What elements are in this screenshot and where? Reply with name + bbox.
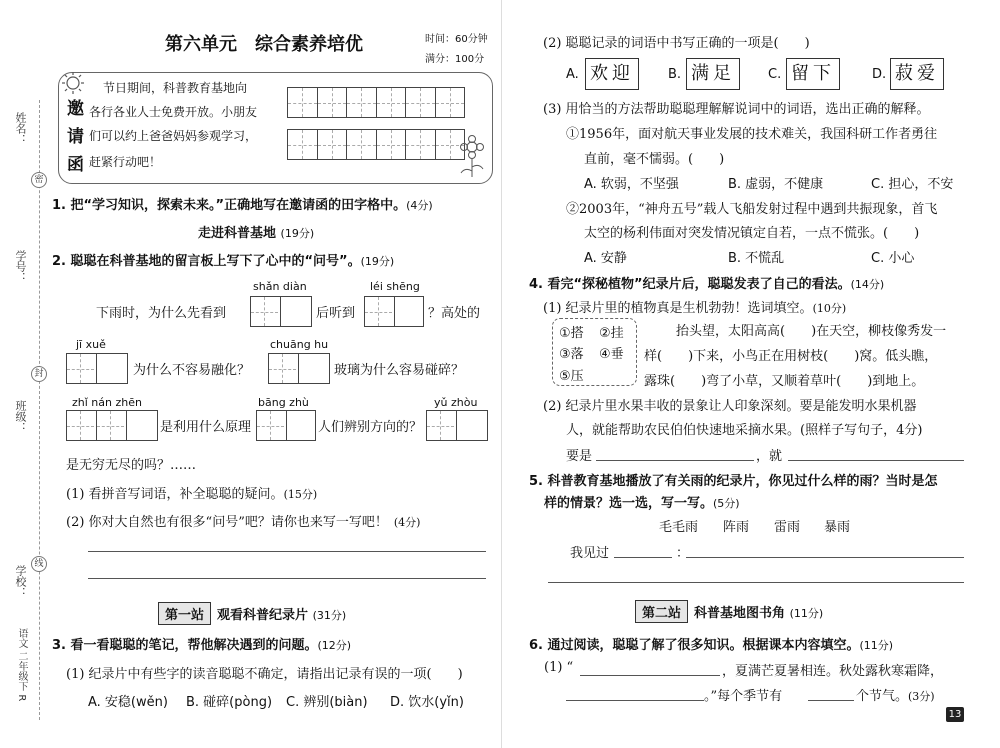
pinyin-box-shandian[interactable] [250, 296, 312, 327]
binding-gutter [0, 0, 48, 748]
station2-heading: 第二站 科普基地图书角 (11分) [635, 600, 823, 620]
pinyin-jixue: jī xuě [76, 338, 106, 351]
q6-blank-2[interactable] [566, 700, 704, 701]
q3-p2-b: 太空的杨利伟面对突发情况镇定自若，一点不慌张。( ) [584, 226, 920, 241]
q4-pattern-b: ，就 [756, 449, 783, 464]
q3-sub3: (3) 用恰当的方法帮助聪聪理解解说词中的词语，选出正确的解释。 [543, 102, 930, 117]
q2-line3-a: 是利用什么原理 [160, 420, 252, 435]
seal-char-1: 密 [31, 172, 47, 188]
station1-heading: 第一站 观看科普纪录片 (31分) [158, 602, 346, 622]
word-3: ③落 [559, 347, 584, 362]
q2-answer-line-2[interactable] [88, 578, 486, 579]
q3-p2-opt-c[interactable]: C. 小心 [871, 251, 915, 266]
invitation-card [58, 72, 493, 184]
q5-colon: ： [676, 546, 690, 561]
name-label: 姓名： [14, 112, 27, 145]
q4-l2: 样( )下来，小鸟正在用树枝( )窝。低头瞧， [644, 349, 938, 364]
q6-blank-1[interactable] [580, 675, 720, 676]
q3-p2-opt-b[interactable]: B. 不慌乱 [728, 251, 785, 266]
q2-line1-c: ？高处的 [428, 306, 481, 321]
q2-line3-b: 人们辨别方向的？ [318, 420, 423, 435]
q6-text: 6. 通过阅读，聪聪了解了很多知识。根据课本内容填空。(11分) [529, 638, 894, 653]
q4-text: 4. 看完“探秘植物”纪录片后，聪聪发表了自己的看法。(14分) [529, 277, 885, 292]
q3-opt2-d-label: D. [872, 67, 887, 82]
rain-2: 阵雨 [723, 520, 750, 535]
pinyin-box-yuzhou[interactable] [426, 410, 488, 441]
q4-pattern-blank-2[interactable] [788, 460, 964, 461]
section-intro-title: 走进科普基地 (19分) [198, 226, 315, 241]
q4-l3: 露珠( )弯了小草，又顺着草叶( )到地上。 [644, 374, 925, 389]
q3-p2-opt-a[interactable]: A. 安静 [584, 251, 627, 266]
pinyin-yuzhou: yǔ zhòu [434, 396, 478, 409]
q3-option-d[interactable]: D. 饮水(yǐn) [390, 695, 464, 710]
pinyin-box-chuanghu[interactable] [268, 353, 330, 384]
seal-line [39, 100, 40, 720]
pinyin-box-zhinanzhen[interactable] [66, 410, 158, 441]
q3-opt2-a-label: A. [566, 67, 579, 82]
page-divider [501, 0, 502, 748]
q4-sub2-b: 人，就能帮助农民伯伯快速地采摘水果。(照样子写句子，4分) [566, 423, 923, 438]
q1-text: 1. 把“学习知识，探索未来。”正确地写在邀请函的田字格中。(4分) [52, 198, 433, 213]
q2-line4: 是无穷无尽的吗？…… [66, 458, 197, 473]
q4-l1: 抬头望，太阳高高( )在天空，柳枝像秀发一 [676, 324, 947, 339]
q6-blank-3[interactable] [808, 700, 854, 701]
class-label: 班级： [14, 400, 27, 433]
q3-opt2-c-word[interactable]: 留下 [786, 58, 840, 90]
pinyin-leisheng: léi shēng [370, 280, 420, 293]
q3-option-b[interactable]: B. 碰碎(pòng) [186, 695, 273, 710]
q6-l2-a: 。”每个季节有 [704, 689, 783, 704]
pinyin-chuanghu: chuāng hu [270, 338, 329, 351]
rain-4: 暴雨 [824, 520, 851, 535]
page-number: 13 [946, 707, 964, 722]
sun-icon [61, 71, 85, 95]
q2-line1-b: 后听到 [316, 306, 356, 321]
q3-opt2-d-word[interactable]: 菽爱 [890, 58, 944, 90]
q3-opt2-c-label: C. [768, 67, 782, 82]
pinyin-zhinanzhen: zhǐ nán zhēn [72, 396, 142, 409]
q3-sub2: (2) 聪聪记录的词语中书写正确的一项是( ) [543, 36, 810, 51]
tian-grid-row-2[interactable] [287, 129, 465, 160]
q5-answer-line-2[interactable] [548, 582, 964, 583]
q2-text: 2. 聪聪在科普基地的留言板上写下了心中的“问号”。(19分) [52, 254, 395, 269]
q3-option-a[interactable]: A. 安稳(wěn) [88, 695, 168, 710]
q3-sub1: (1) 纪录片中有些字的读音聪聪不确定，请指出记录有误的一项( ) [66, 667, 463, 682]
pinyin-bangzhu: bāng zhù [258, 396, 309, 409]
seal-char-2: 封 [31, 366, 47, 382]
q2-line2-b: 玻璃为什么容易碰碎？ [334, 363, 465, 378]
word-bank [552, 318, 637, 386]
q3-p1-opt-c[interactable]: C. 担心，不安 [871, 177, 954, 192]
invitation-line-3: 们可以约上爸爸妈妈参观学习， [89, 129, 258, 143]
q5-answer-line-1[interactable] [686, 557, 964, 558]
invitation-line-1: 节日期间，科普教育基地向 [103, 81, 248, 95]
q2-line1-a: 下雨时，为什么先看到 [96, 306, 227, 321]
q5-prompt: 我见过 [570, 546, 610, 561]
q3-opt2-b-label: B. [668, 67, 682, 82]
q3-text: 3. 看一看聪聪的笔记，帮他解决遇到的问题。(12分) [52, 638, 352, 653]
invitation-line-2: 各行各业人士免费开放。小朋友 [89, 105, 258, 119]
invitation-label: 邀请函 [67, 99, 84, 175]
tian-grid-row-1[interactable] [287, 87, 465, 118]
rain-3: 雷雨 [774, 520, 801, 535]
word-1: ①搭 [559, 326, 584, 341]
q4-sub2-a: (2) 纪录片里水果丰收的景象让人印象深刻。要是能发明水果机器 [543, 399, 917, 414]
q5-rain-blank[interactable] [614, 557, 672, 558]
pinyin-shandian: shǎn diàn [253, 280, 307, 293]
q3-p1-a: ①1956年，面对航天事业发展的技术难关，我国科研工作者勇往 [566, 127, 938, 142]
rain-1: 毛毛雨 [659, 520, 699, 535]
q2-sub2: (2) 你对大自然也有很多“问号”吧？请你也来写一写吧！ (4分) [66, 515, 421, 530]
q3-p2-a: ②2003年，“神舟五号”载人飞船发射过程中遇到共振现象，首飞 [566, 202, 938, 217]
id-label: 学号： [14, 250, 27, 283]
q2-line2-a: 为什么不容易融化？ [133, 363, 251, 378]
flower-icon [457, 135, 487, 179]
pinyin-box-bangzhu[interactable] [256, 410, 316, 441]
time-limit: 时间：60分钟 [425, 34, 488, 45]
brand-label: 语文 二年级下 R [16, 628, 27, 702]
q2-sub1: (1) 看拼音写词语，补全聪聪的疑问。(15分) [66, 487, 318, 502]
invitation-line-4: 赶紧行动吧！ [89, 155, 162, 169]
q3-opt2-b-word[interactable]: 满足 [686, 58, 740, 90]
q3-opt2-a-word[interactable]: 欢迎 [585, 58, 639, 90]
word-4: ④垂 [599, 347, 624, 362]
q4-pattern-blank-1[interactable] [596, 460, 754, 461]
q6-l1-b: ，夏满芒夏暑相连。秋处露秋寒霜降， [722, 664, 944, 679]
q4-sub1: (1) 纪录片里的植物真是生机勃勃！选词填空。(10分) [543, 301, 847, 316]
pinyin-box-leisheng[interactable] [364, 296, 424, 327]
q3-p1-opt-b[interactable]: B. 虚弱，不健康 [728, 177, 824, 192]
word-2: ②挂 [599, 326, 624, 341]
unit-title: 第六单元 综合素养培优 [165, 34, 363, 55]
full-score: 满分：100分 [425, 54, 485, 65]
q5-text-b: 样的情景？选一选，写一写。(5分) [544, 496, 740, 511]
school-label: 学校： [14, 565, 27, 598]
q5-text-a: 5. 科普教育基地播放了有关雨的纪录片，你见过什么样的雨？当时是怎 [529, 474, 938, 489]
q6-l1-a: (1) “ [544, 660, 574, 675]
q3-p1-b: 直前，毫不懦弱。( ) [584, 152, 725, 167]
q2-answer-line-1[interactable] [88, 551, 486, 552]
q3-p1-opt-a[interactable]: A. 软弱，不坚强 [584, 177, 679, 192]
seal-char-3: 线 [31, 556, 47, 572]
q4-pattern-a: 要是 [566, 449, 593, 464]
word-5: ⑤压 [559, 369, 584, 384]
q3-option-c[interactable]: C. 辨别(biàn) [286, 695, 368, 710]
pinyin-box-jixue[interactable] [66, 353, 128, 384]
q6-l2-b: 个节气。(3分) [856, 689, 935, 704]
